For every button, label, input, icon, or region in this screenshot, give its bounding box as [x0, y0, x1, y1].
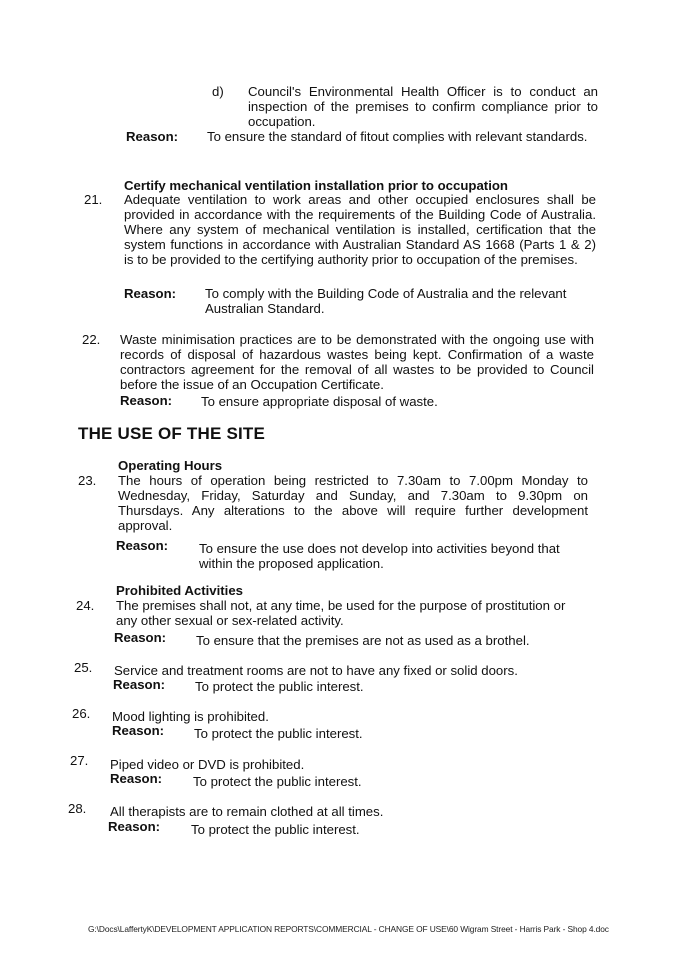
reason-text: To protect the public interest.	[195, 679, 364, 694]
condition-text: The hours of operation being restricted to 7.30am to 7.00pm Monday to Wednesday, Friday, Saturday and Sunday, and 7.30am to 9.30pm on Thursdays. Any alterations to the above will require further development approval.	[118, 473, 588, 533]
reason-text: To ensure the use does not develop into activities beyond that within the proposed application.	[199, 541, 560, 571]
reason-label: Reason:	[120, 393, 173, 408]
reason-label: Reason:	[112, 723, 165, 738]
reason-label: Reason:	[110, 771, 163, 786]
item-d-text: Council's Environmental Health Officer is to conduct an inspection of the premises to confirm compliance prior to occupation.	[248, 84, 598, 129]
reason-text: To protect the public interest.	[193, 774, 362, 789]
reason-label: Reason:	[114, 630, 167, 645]
reason-text: To comply with the Building Code of Australia and the relevant Australian Standard.	[205, 286, 567, 316]
condition-number: 27.	[70, 753, 89, 768]
section-title-mechanical-ventilation: Certify mechanical ventilation installation prior to occupation	[124, 178, 508, 193]
section-title-prohibited-activities: Prohibited Activities	[116, 583, 244, 598]
reason-text: To ensure the standard of fitout complies with relevant standards.	[207, 129, 588, 144]
condition-text: Piped video or DVD is prohibited.	[110, 757, 305, 772]
section-heading: THE USE OF THE SITE	[78, 424, 266, 443]
condition-text: Waste minimisation practices are to be demonstrated with the ongoing use with records of disposal of hazardous wastes being kept. Confirmation of a waste contractors agreement for the removal of all wastes to be provided to Council before the issue of an Occupation Certificate.	[120, 332, 594, 392]
condition-text: Mood lighting is prohibited.	[112, 709, 269, 724]
condition-text: The premises shall not, at any time, be used for the purpose of prostitution or any other sexual or sex-related activity.	[116, 598, 566, 628]
condition-number: 26.	[72, 706, 91, 721]
condition-number: 21.	[84, 192, 103, 207]
reason-label: Reason:	[126, 129, 179, 144]
reason-text: To ensure appropriate disposal of waste.	[201, 394, 438, 409]
condition-number: 24.	[76, 598, 95, 613]
reason-label: Reason:	[124, 286, 177, 301]
reason-text: To ensure that the premises are not as used as a brothel.	[196, 633, 530, 648]
condition-number: 25.	[74, 660, 93, 675]
reason-label: Reason:	[116, 538, 169, 553]
condition-text: Adequate ventilation to work areas and other occupied enclosures shall be provided in accordance with the requirements of the Building Code of Australia. Where any system of mechanical ventilation is installed, certification that the system functions in accordance with Australian Standard AS 1668 (Parts 1 & 2) is to be provided to the certifying authority prior to occupation of the premises.	[124, 192, 596, 267]
section-title-operating-hours: Operating Hours	[118, 458, 223, 473]
reason-text: To protect the public interest.	[191, 822, 360, 837]
reason-label: Reason:	[108, 819, 161, 834]
condition-text: All therapists are to remain clothed at all times.	[110, 804, 384, 819]
item-d-label: d)	[212, 84, 224, 99]
reason-text: To protect the public interest.	[194, 726, 363, 741]
condition-text: Service and treatment rooms are not to have any fixed or solid doors.	[114, 663, 518, 678]
condition-number: 23.	[78, 473, 97, 488]
condition-number: 22.	[82, 332, 101, 347]
reason-label: Reason:	[113, 677, 166, 692]
condition-number: 28.	[68, 801, 87, 816]
footer-file-path: G:\Docs\LaffertyK\DEVELOPMENT APPLICATION REPORTS\COMMERCIAL - CHANGE OF USE\60 Wigram Street - Harris Park - Shop 4.doc	[88, 924, 609, 934]
